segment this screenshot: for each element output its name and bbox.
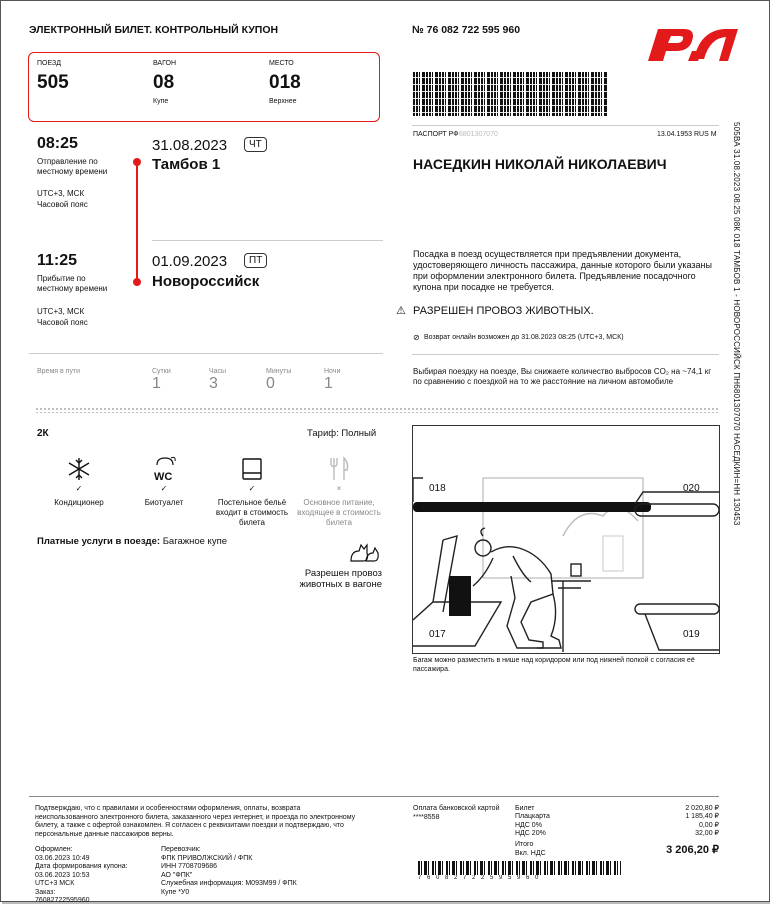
arrival-dot [133, 278, 141, 286]
departure-dot [133, 158, 141, 166]
car-number: 08 [153, 72, 175, 93]
amenity-label: Постельное бельё входит в стоимость билета [215, 498, 289, 527]
vertical-control-text: 505ВА 31.08.2023 08:25 08К 018 ТАМБОВ 1 - НОВОРОССИЙСК ПН6801307070 НАСЕДКИН=НН 130453 [732, 122, 741, 526]
carrier-label: Перевозчик: [161, 846, 201, 853]
nights-label: Ночи [324, 368, 341, 375]
issue-block [35, 846, 155, 906]
compartment-caption: Багаж можно разместить в нише над коридором или под нижней полкой с согласия её пассажира. [413, 657, 695, 673]
total-labels [515, 840, 546, 858]
departure-time: 08:25 [37, 135, 78, 152]
amenity-mark: ✓ [248, 484, 256, 493]
paid-services-label: Платные услуги в поезде: [37, 536, 161, 547]
service-class: 2К [37, 428, 49, 439]
total-label: Итого [515, 841, 534, 848]
duration-label: Время в пути [37, 368, 81, 375]
minutes-label: Минуты [266, 368, 292, 375]
coupon-label: Дата формирования купона: [35, 863, 128, 870]
refund-icon: ⊘ [413, 333, 420, 342]
footer-divider [29, 796, 719, 797]
passenger-divider [412, 125, 719, 126]
dotted-separator [35, 407, 719, 413]
wc-icon [151, 455, 179, 483]
cost-label-vat20: НДС 20% [515, 829, 546, 837]
arrival-tz: UTC+3, МСК [37, 307, 85, 316]
passport-number: 6801307070 [459, 131, 498, 138]
pets-note: Разрешен провоз животных в вагоне [299, 568, 382, 590]
cost-label-reserved: Плацкарта [515, 813, 550, 821]
car-label: ВАГОН [153, 60, 177, 67]
snowflake-icon [65, 455, 93, 483]
bedding-icon [239, 456, 265, 482]
svg-text:WC: WC [154, 471, 173, 483]
paid-services [37, 536, 227, 547]
departure-station: Тамбов 1 [152, 156, 221, 173]
issued-value: 03.06.2023 10:49 [35, 854, 90, 862]
payment-method: Оплата банковской картой [413, 805, 500, 812]
carrier-value: ФПК ПРИВОЛЖСКИЙ / ФПК [161, 854, 253, 862]
departure-date: 31.08.2023 [152, 137, 228, 154]
seat-018-label: 018 [429, 483, 446, 494]
total-value: 3 206,20 ₽ [666, 844, 719, 856]
departure-tz: UTC+3, МСК [37, 189, 85, 198]
seat-017-label: 017 [429, 629, 446, 640]
cost-value-reserved: 1 185,40 ₽ [685, 813, 719, 821]
carrier-inn: ИНН 7708709686 [161, 863, 218, 870]
animals-note: РАЗРЕШЕН ПРОВОЗ ЖИВОТНЫХ. [413, 305, 594, 317]
arrival-time-note: Прибытие по местному времени [37, 274, 108, 293]
coupon-value: 03.06.2023 10:53 [35, 871, 90, 879]
passenger-name: НАСЕДКИН НИКОЛАЙ НИКОЛАЕВИЧ [413, 156, 667, 172]
paid-services-value: Багажное купе [162, 536, 227, 547]
compartment-diagram [412, 425, 720, 654]
meal-icon [326, 455, 352, 483]
departure-time-note: Отправление по местному времени [37, 157, 108, 176]
amenity-label: Биотуалет [144, 498, 184, 507]
eco-divider [412, 354, 719, 355]
cost-label-ticket: Билет [515, 805, 535, 812]
issued-label: Оформлен: [35, 846, 73, 853]
route-divider [152, 240, 383, 241]
carrier-company: АО "ФПК" [161, 871, 193, 879]
passport-label: ПАСПОРТ РФ [413, 131, 459, 138]
nights-value: 1 [324, 375, 333, 392]
order-value: 76082722595960 [35, 897, 90, 904]
refund-note: Возврат онлайн возможен до 31.08.2023 08:25 (UTC+3, МСК) [424, 334, 624, 341]
birth-info: 13.04.1953 RUS M [657, 131, 717, 138]
duration-divider [29, 353, 383, 354]
issue-tz: UTC+3 МСК [35, 880, 75, 887]
eco-note: Выбирая поездку на поезде, Вы снижаете количество выбросов CO₂ на ~74,1 кг по сравнению с поездкой на то же расстояние на личном автомобиле [413, 367, 712, 386]
ticket-number: № 76 082 722 595 960 [412, 24, 521, 36]
order-label: Заказ: [35, 888, 56, 896]
amenity-label: Кондиционер [54, 498, 104, 507]
seat-type: Верхнее [269, 98, 297, 105]
qr-code [413, 72, 608, 116]
cost-labels [515, 805, 550, 838]
amenity-mark: ✓ [160, 484, 168, 493]
boarding-note: Посадка в поезд осуществляется при предъявлении документа, удостоверяющего личность пассажира, данные которого были указаны при оформлении электронного билета. Предъявление посадочного купона при посадке не требуется. [413, 249, 712, 292]
days-value: 1 [152, 375, 161, 392]
hours-value: 3 [209, 375, 218, 392]
service-info: Служебная информация: М093М99 / ФПК [161, 880, 297, 887]
cost-values [619, 805, 719, 838]
tariff: Тариф: Полный [307, 428, 377, 439]
route-line [136, 161, 138, 282]
barcode [418, 861, 621, 875]
kupe-info: Купе *У0 [161, 888, 190, 896]
carrier-block [161, 846, 361, 897]
cost-value-ticket: 2 020,80 ₽ [685, 805, 719, 812]
amenity-label: Основное питание, входящее в стоимость билета [297, 498, 381, 527]
arrival-time: 11:25 [37, 252, 78, 269]
train-label: ПОЕЗД [37, 60, 61, 67]
barcode-digits: 7 6 0 8 2 7 2 2 5 9 5 9 6 0 [418, 875, 541, 881]
ticket-title: ЭЛЕКТРОННЫЙ БИЛЕТ. КОНТРОЛЬНЫЙ КУПОН [29, 24, 279, 36]
pets-icon [347, 539, 381, 565]
rzd-logo [644, 21, 742, 67]
train-number: 505 [37, 72, 69, 93]
seat-020-label: 020 [683, 483, 700, 494]
arrival-tz-label: Часовой пояс [37, 318, 88, 327]
vat-included-label: Вкл. НДС [515, 850, 546, 857]
car-type: Купе [153, 98, 169, 105]
days-label: Сутки [152, 368, 171, 375]
arrival-station: Новороссийск [152, 273, 260, 290]
minutes-value: 0 [266, 375, 275, 392]
seat-label: МЕСТО [269, 60, 294, 67]
hours-label: Часы [209, 368, 227, 375]
arrival-weekday: ПТ [244, 253, 267, 268]
consent-text: Подтверждаю, что с правилами и особенностями оформления, оплаты, возврата неиспользованного электронного билета, заказанного через интернет, и проезда по электронному билету, а также с офертой ознакомлен. Я согласен с реквизитами поездки и подтверждаю, что персональные данные пассажиров верны. [35, 805, 356, 838]
warning-icon: ⚠ [396, 305, 406, 317]
amenity-mark: × [336, 484, 342, 493]
arrival-date: 01.09.2023 [152, 253, 228, 270]
seat-019-label: 019 [683, 629, 700, 640]
trip-box [28, 52, 380, 122]
departure-weekday: ЧТ [244, 137, 267, 152]
cost-value-vat0: 0,00 ₽ [698, 821, 719, 829]
cost-value-vat20: 32,00 ₽ [695, 829, 719, 837]
departure-tz-label: Часовой пояс [37, 200, 88, 209]
amenity-mark: ✓ [75, 484, 83, 493]
seat-number: 018 [269, 72, 301, 93]
card-number: ****8558 [413, 814, 440, 821]
cost-label-vat0: НДС 0% [515, 821, 542, 829]
